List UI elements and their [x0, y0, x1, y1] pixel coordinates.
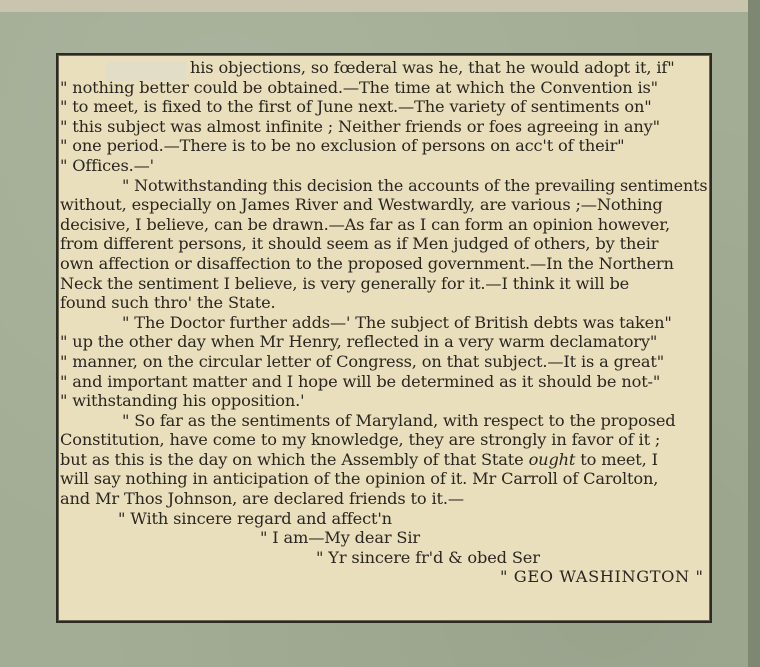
- text-line: " and important matter and I hope will be determined as it should be not-": [60, 371, 661, 391]
- text-line: decisive, I believe, can be drawn.—As far as I can form an opinion however,: [60, 214, 671, 234]
- text-line: his objections, so fœderal was he, that he would adopt it, if": [190, 58, 675, 77]
- text-line: from different persons, it should seem as if Men judged of others, by their: [60, 234, 659, 254]
- text-line: " nothing better could be obtained.—The time at which the Convention is": [60, 77, 658, 97]
- text-line: " The Doctor further adds—' The subject of British debts was taken": [122, 312, 672, 332]
- newspaper-clipping: [56, 53, 712, 623]
- closing-line: " With sincere regard and affect'n: [118, 508, 392, 528]
- closing-line: " I am—My dear Sir: [260, 528, 420, 548]
- text-line: " Offices.—': [60, 155, 154, 175]
- text-line: " So far as the sentiments of Maryland, with respect to the proposed: [122, 410, 676, 430]
- text-line: Constitution, have come to my knowledge, they are strongly in favor of it ;: [60, 430, 661, 450]
- italic-word: ought: [528, 449, 576, 469]
- text-line: " one period.—There is to be no exclusion of persons on acc't of their": [60, 136, 625, 156]
- text-line: " Notwithstanding this decision the accounts of the prevailing sentiments: [122, 175, 708, 195]
- text-line: and Mr Thos Johnson, are declared friends to it.—: [60, 489, 464, 509]
- board-top-edge: [0, 0, 760, 12]
- text-line: " withstanding his opposition.': [60, 391, 305, 411]
- text-line: [60, 450, 710, 470]
- text-line: without, especially on James River and Westwardly, are various ;—Nothing: [60, 195, 663, 215]
- text-line: Neck the sentiment I believe, is very generally for it.—I think it will be: [60, 273, 630, 293]
- text-line: own affection or disaffection to the proposed government.—In the Northern: [60, 253, 674, 273]
- text-run: but as this is the day on which the Assembly of that State: [60, 449, 524, 469]
- text-line: will say nothing in anticipation of the opinion of it. Mr Carroll of Carolton,: [60, 469, 659, 489]
- letter-text: [60, 58, 710, 587]
- board-right-edge: [748, 0, 760, 667]
- text-line: " manner, on the circular letter of Congress, on that subject.—It is a great": [60, 351, 665, 371]
- closing-line: " Yr sincere fr'd & obed Ser: [316, 547, 540, 567]
- text-line: " to meet, is fixed to the first of June next.—The variety of sentiments on": [60, 97, 652, 117]
- text-line: " this subject was almost infinite ; Neither friends or foes agreeing in any": [60, 116, 660, 136]
- text-run: to meet, I: [580, 449, 658, 469]
- text-line: found such thro' the State.: [60, 293, 276, 313]
- signature: " GEO WASHINGTON ": [500, 567, 704, 587]
- text-line: " up the other day when Mr Henry, reflected in a very warm declamatory": [60, 332, 658, 352]
